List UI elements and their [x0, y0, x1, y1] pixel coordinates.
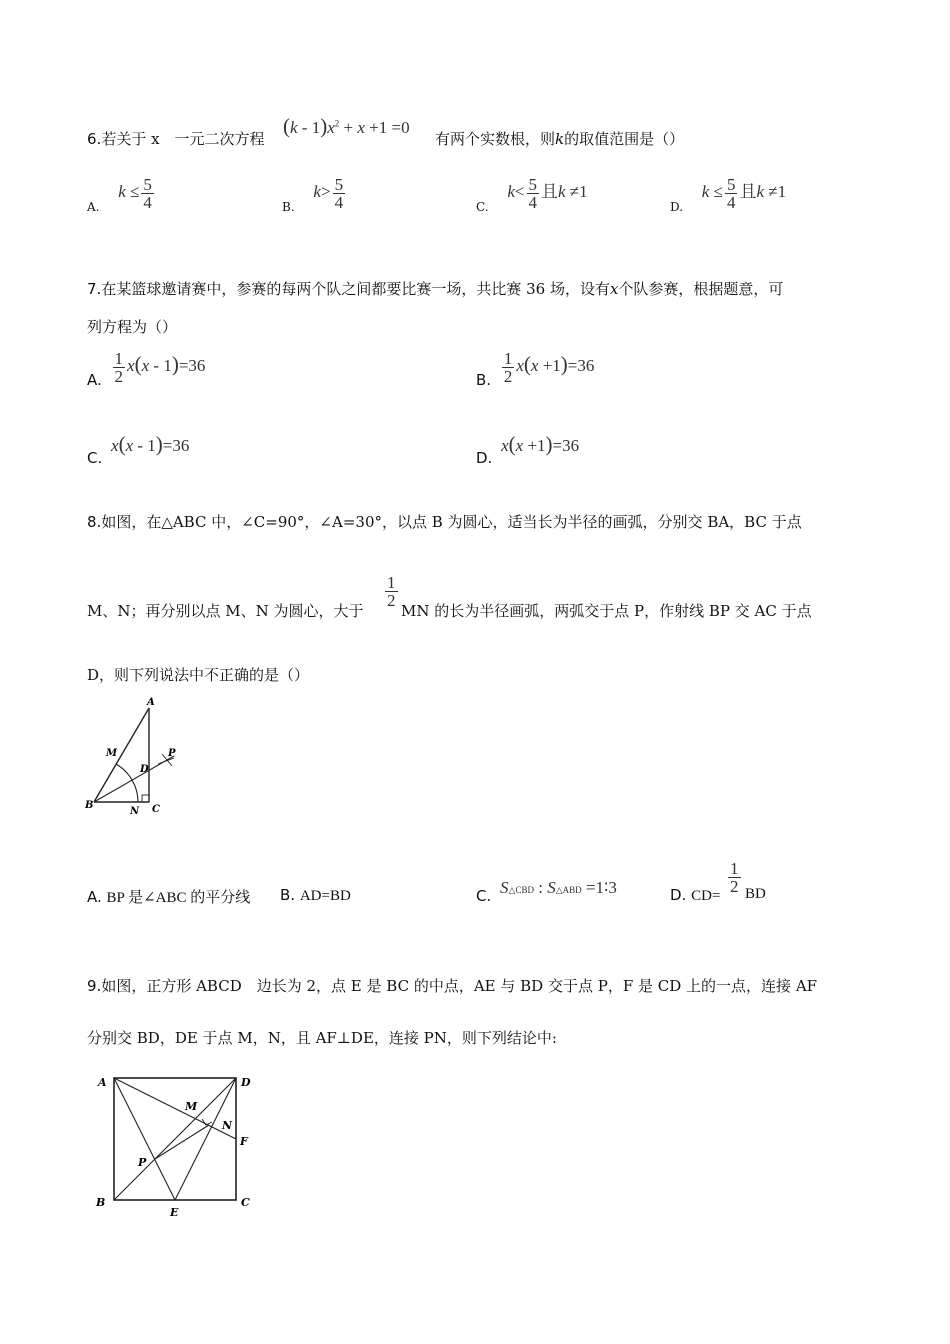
q7-option-c[interactable]: C. x(x - 1)=36: [87, 432, 190, 467]
label-b: B: [85, 800, 94, 811]
q6-option-b[interactable]: $_{B.}$ k> $\frac{5}{4}$: [282, 175, 344, 215]
q6-number: 6.: [87, 130, 102, 148]
q6-text-post: 有两个实数根，则k的取值范围是（）: [435, 130, 685, 148]
label-c: C: [241, 1196, 250, 1209]
q7-option-b[interactable]: B. $\frac{1}{2}$ x(x +1)=36: [476, 349, 595, 390]
q8-stem-line1: 8.如图，在△ABC 中，∠C=90°，∠A=30°，以点 B 为圆心，适当长为半径的画弧，分别交 BA，BC 于点: [87, 513, 802, 531]
right-angle-n: [202, 1119, 212, 1125]
q8-stem-line3: D，则下列说法中不正确的是（）: [87, 666, 310, 684]
q8-stem-line2: M、N；再分别以点 M、N 为圆心，大于: [87, 602, 364, 620]
q6-option-c[interactable]: $_{C.}$ k< $\frac{5}{4}$ 且k ≠1: [476, 175, 588, 215]
line-pn: [155, 1125, 209, 1159]
diagonal-bd: [114, 1078, 236, 1200]
q8-half-fraction: $\frac{1}{2}$: [387, 573, 396, 610]
q6-text-pre: 若关于 x 一元二次方程: [101, 130, 265, 148]
q6-equation: $(k - 1)x^2 + x +1 =0$: [283, 114, 410, 138]
q9-stem-line2: 分别交 BD，DE 于点 M，N，且 AF⊥DE，连接 PN，则下列结论中:: [87, 1029, 557, 1047]
q6-stem: [87, 128, 265, 149]
label-p: P: [168, 748, 176, 759]
q8-option-d-fraction: $\frac{1}{2}$: [730, 859, 739, 896]
q8-option-c[interactable]: C. S△CBD : S△ABD =1∶3: [476, 878, 617, 905]
label-n: N: [222, 1119, 233, 1132]
line-ab: [94, 708, 149, 802]
q7-option-a[interactable]: A. $\frac{1}{2}$ x(x - 1)=36: [87, 349, 206, 390]
q6-option-d[interactable]: $_{D.}$ k ≤ $\frac{5}{4}$ 且k ≠1: [670, 175, 787, 215]
q8-triangle-figure: [82, 694, 192, 822]
q7-option-d[interactable]: D. x(x +1)=36: [476, 432, 580, 467]
label-b: B: [96, 1196, 106, 1209]
q9-stem-line1: 9.如图，正方形 ABCD 边长为 2，点 E 是 BC 的中点，AE 与 BD 交于点 P，F 是 CD 上的一点，连接 AF: [87, 977, 818, 995]
line-de: [175, 1078, 236, 1200]
label-p: P: [138, 1156, 147, 1169]
q6-option-a[interactable]: $_{A.}$ k ≤ $\frac{5}{4}$: [87, 175, 152, 215]
q8-option-d-post: BD: [745, 886, 766, 902]
q8-option-d[interactable]: D. CD=: [670, 886, 721, 904]
q8-option-b[interactable]: B. AD=BD: [280, 886, 351, 904]
label-m: M: [106, 748, 118, 759]
label-n: N: [130, 806, 140, 817]
q7-stem-line2: 列方程为（）: [87, 318, 178, 336]
line-ae: [114, 1078, 175, 1200]
label-d: D: [241, 1076, 251, 1089]
label-a: A: [98, 1076, 107, 1089]
q8-stem-line2b: MN 的长为半径画弧，两弧交于点 P，作射线 BP 交 AC 于点: [401, 602, 812, 620]
q9-square-figure: [92, 1070, 262, 1218]
label-m: M: [185, 1100, 198, 1113]
right-angle-c: [142, 795, 149, 802]
label-d: D: [140, 764, 149, 775]
q7-stem-line1: 7.在某篮球邀请赛中，参赛的每两个队之间都要比赛一场，共比赛 36 场，设有x个队参赛，根据题意，可: [87, 280, 784, 298]
label-c: C: [152, 804, 160, 815]
label-a: A: [147, 697, 155, 708]
q8-option-a[interactable]: A. BP 是∠ABC 的平分线: [87, 888, 251, 906]
line-af: [114, 1078, 236, 1139]
label-e: E: [170, 1206, 179, 1218]
label-f: F: [240, 1135, 248, 1148]
